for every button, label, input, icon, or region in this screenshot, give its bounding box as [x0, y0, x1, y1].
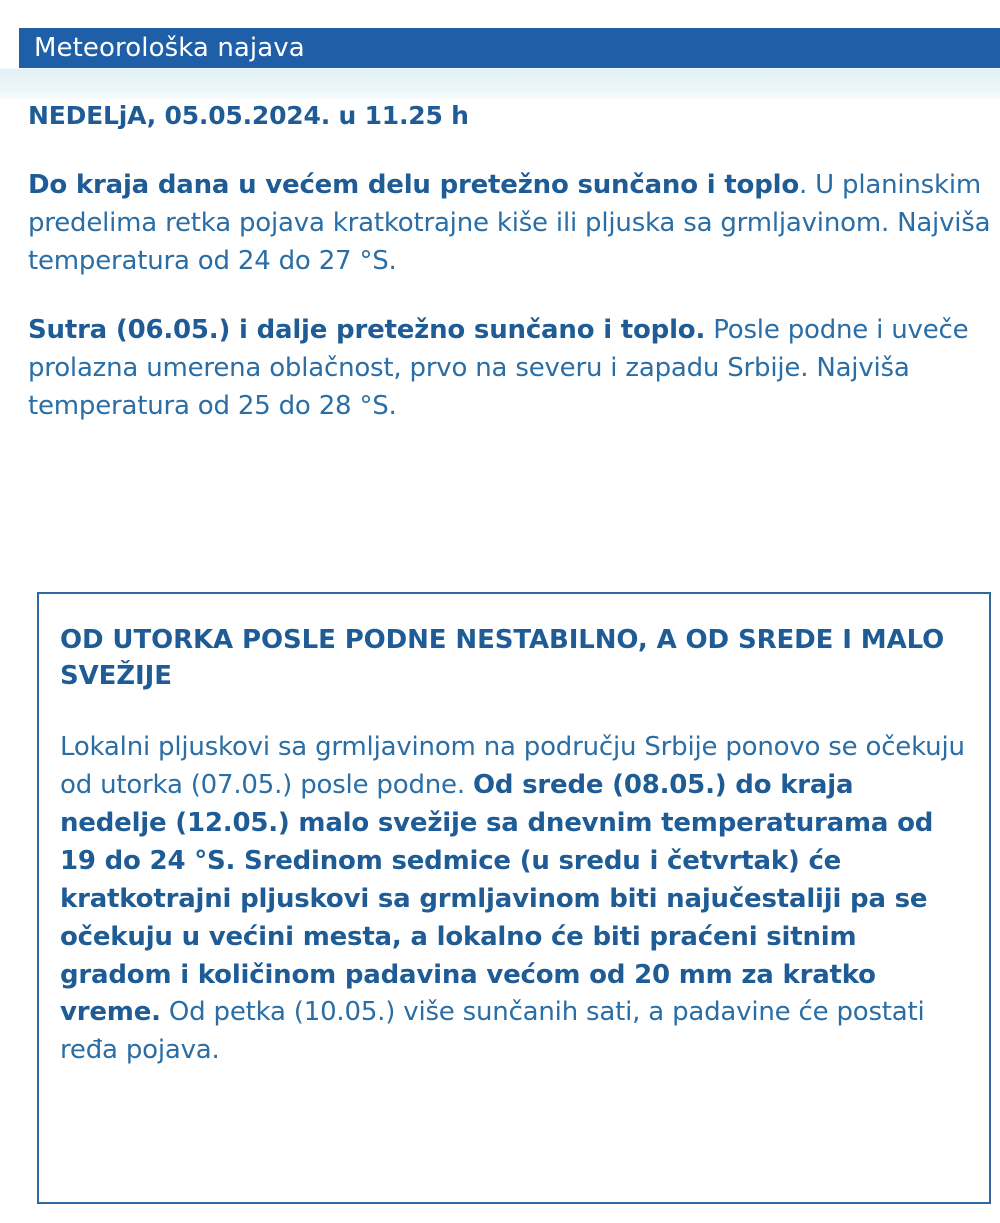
outlook-notice-box	[37, 592, 991, 1204]
page-header-bar	[19, 28, 1000, 68]
forecast-today-lead: Do kraja dana u većem delu pretežno sunčano i toplo	[28, 170, 799, 201]
outlook-notice-heading: OD UTORKA POSLE PODNE NESTABILNO, A OD SREDE I MALO SVEŽIJE	[60, 625, 945, 692]
outlook-body-emphasis: Od srede (08.05.) do kraja nedelje (12.05.) malo svežije sa dnevnim temperaturama od 19 do 24 °S. Sredinom sedmice (u sredu i četvrtak) će kratkotrajni pljuskovi sa grmljavinom biti najučestaliji pa se očekuju u većini mesta, a lokalno će biti praćeni sitnim gradom i količinom padavina većom od 20 mm za kratko vreme.	[60, 769, 934, 1028]
article-dateline: NEDELjA, 05.05.2024. u 11.25 h	[28, 101, 469, 130]
forecast-paragraph-tomorrow	[28, 312, 994, 425]
article-content	[28, 100, 994, 457]
outlook-body-outro: Od petka (10.05.) više sunčanih sati, a padavine će postati ređa pojava.	[60, 997, 925, 1066]
outlook-notice-inner	[39, 594, 989, 1070]
forecast-paragraph-today	[28, 167, 994, 280]
forecast-today-rest: U planinskim predelima retka pojava kratkotrajne kiše ili pljuska sa grmljavinom. Najviša temperatura od 24 do 27 °S.	[28, 170, 991, 276]
forecast-tomorrow-rest: Posle podne i uveče prolazna umerena oblačnost, prvo na severu i zapadu Srbije. Najviša temperatura od 25 do 28 °S.	[28, 315, 969, 421]
forecast-tomorrow-lead: Sutra (06.05.) i dalje pretežno sunčano i toplo.	[28, 315, 706, 346]
outlook-body-intro: Lokalni pljuskovi sa grmljavinom na području Srbije ponovo se očekuju od utorka (07.05.) posle podne.	[60, 731, 965, 800]
forecast-today-lead-tail: .	[798, 170, 808, 201]
outlook-notice-body	[60, 729, 967, 1071]
page-title: Meteorološka najava	[34, 33, 305, 63]
